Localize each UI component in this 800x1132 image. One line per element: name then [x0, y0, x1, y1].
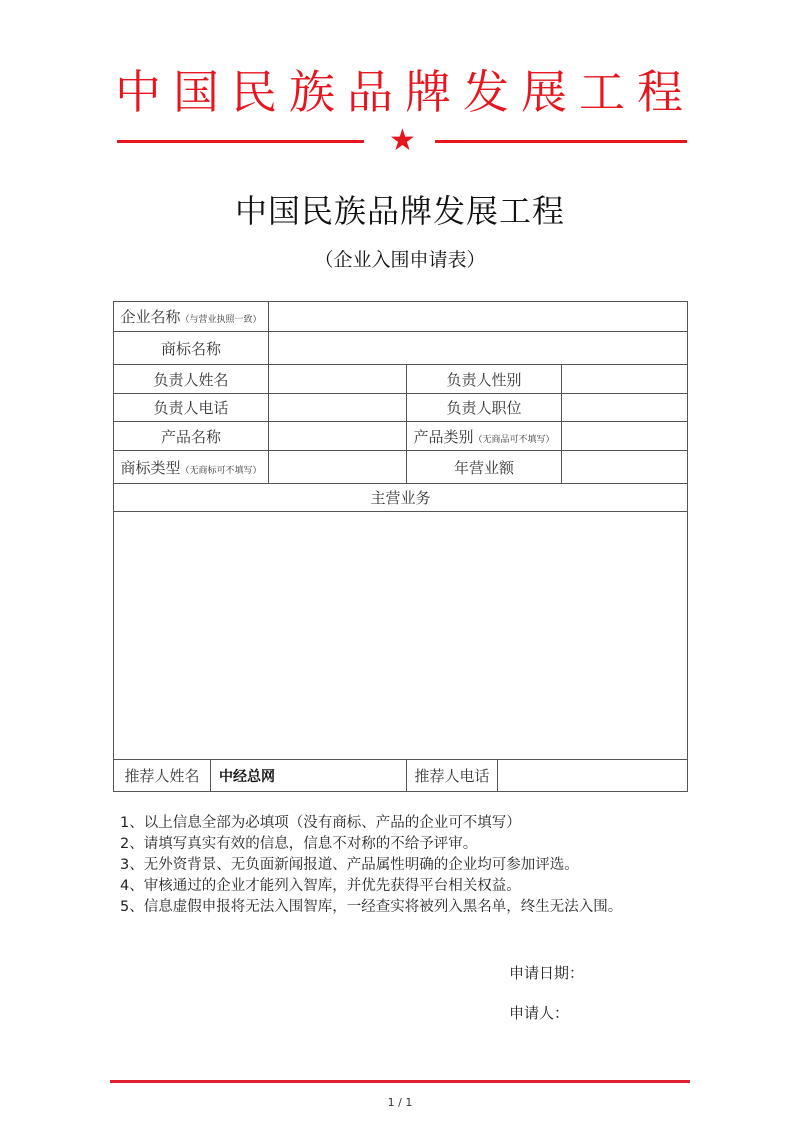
banner-rule-right: [435, 140, 687, 143]
note-item: 5、信息虚假申报将无法入围智库，一经查实将被列入黑名单，终生无法入围。: [120, 899, 623, 915]
application-form: [113, 301, 688, 792]
person-name-field[interactable]: [269, 365, 407, 394]
trademark-type-label: 商标类型（无商标可不填写）: [114, 451, 269, 484]
company-name-label: 企业名称（与营业执照一致）: [114, 302, 269, 332]
page-number: 1 / 1: [387, 1096, 413, 1109]
person-position-field[interactable]: [562, 394, 688, 422]
person-gender-label: 负责人性别: [407, 365, 562, 394]
application-date-label: 申请日期：: [509, 964, 585, 982]
document-title: 中国民族品牌发展工程: [234, 192, 565, 230]
note-item: 4、审核通过的企业才能列入智库，并优先获得平台相关权益。: [120, 878, 521, 894]
person-name-label: 负责人姓名: [114, 365, 269, 394]
annual-revenue-field[interactable]: [562, 451, 688, 484]
trademark-name-label: 商标名称: [114, 332, 269, 365]
person-phone-label: 负责人电话: [114, 394, 269, 422]
main-business-label: 主营业务: [114, 484, 688, 512]
product-name-field[interactable]: [269, 422, 407, 451]
recommender-name-label: 推荐人姓名: [114, 760, 211, 792]
main-business-field[interactable]: [114, 512, 688, 760]
star-icon: ★: [389, 123, 416, 158]
banner-rule-left: [117, 140, 364, 143]
note-item: 3、无外资背景、无负面新闻报道、产品属性明确的企业均可参加评选。: [120, 857, 579, 873]
product-category-label: 产品类别（无商品可不填写）: [407, 422, 562, 451]
note-item: 1、以上信息全部为必填项（没有商标、产品的企业可不填写）: [120, 815, 521, 831]
person-phone-field[interactable]: [269, 394, 407, 422]
document-subtitle: （企业入围申请表）: [314, 249, 486, 271]
person-gender-field[interactable]: [562, 365, 688, 394]
recommender-phone-field[interactable]: [498, 760, 688, 792]
applicant-label: 申请人：: [509, 1004, 570, 1022]
trademark-type-field[interactable]: [269, 451, 407, 484]
banner-title: 中国民族品牌发展工程: [115, 65, 695, 119]
product-category-field[interactable]: [562, 422, 688, 451]
trademark-name-field[interactable]: [269, 332, 688, 365]
recommender-name-field[interactable]: 中经总网: [211, 760, 407, 792]
note-item: 2、请填写真实有效的信息，信息不对称的不给予评审。: [120, 836, 478, 852]
notes-list: [120, 813, 622, 918]
recommender-phone-label: 推荐人电话: [407, 760, 498, 792]
person-position-label: 负责人职位: [407, 394, 562, 422]
annual-revenue-label: 年营业额: [407, 451, 562, 484]
product-name-label: 产品名称: [114, 422, 269, 451]
company-name-field[interactable]: [269, 302, 688, 332]
footer-rule: [110, 1080, 690, 1083]
